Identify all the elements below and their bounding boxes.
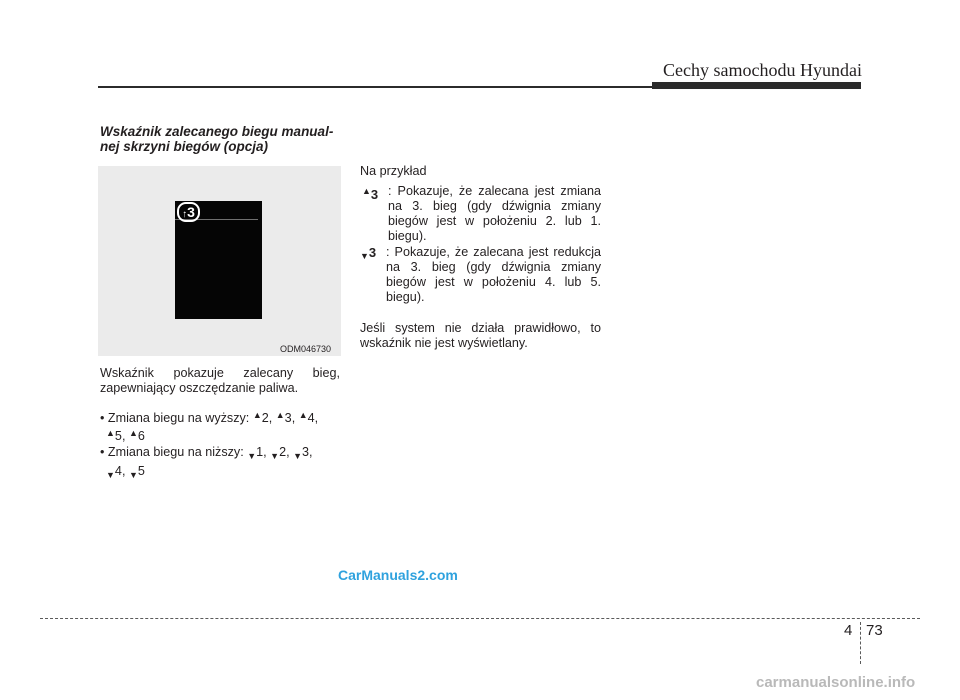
downshift-gear: 2 (279, 445, 287, 459)
arrow-up-icon: ▲ (252, 410, 262, 420)
upshift-gear: 6 (137, 429, 145, 443)
upshift-gear: 3 (284, 411, 292, 425)
downshift-gear: 1 (256, 445, 264, 459)
up-shift-symbol-icon: ▲3 (362, 186, 379, 202)
footer-divider (860, 622, 861, 664)
header-rule-accent (652, 82, 861, 89)
downshift-gear: 5 (137, 464, 145, 478)
intro-paragraph: Wskaźnik pokazuje zalecany bieg, zapewniający oszczędzanie paliwa. (100, 366, 340, 395)
arrow-up-icon: ▲ (298, 410, 308, 420)
note-paragraph: Jeśli system nie działa prawidłowo, to wskaźnik nie jest wyświetlany. (360, 321, 601, 350)
down-shift-symbol-icon: $_▼$3 (360, 245, 377, 261)
header-rule (98, 86, 658, 88)
arrow-down-icon: ▼ (293, 451, 303, 461)
upshift-list: • Zmiana biegu na wyższy: ▲2, ▲3, ▲4, ▲5, ▲6 (100, 410, 319, 443)
arrow-down-icon: ▼ (270, 451, 280, 461)
header-title: Cechy samochodu Hyundai (663, 60, 862, 80)
down-example-text: : Pokazuje, że zalecana jest redukcja na 3. bieg (gdy dźwignia zmiany biegów jest w położeniu 4. lub 5. biegu). (386, 245, 601, 304)
upshift-gear: 2 (261, 411, 269, 425)
gear-indicator-icon: ↑3 (177, 202, 200, 222)
upshift-label: • Zmiana biegu na wyższy: (100, 411, 250, 425)
arrow-down-icon: ▼ (128, 470, 138, 480)
watermark-bottom[interactable]: carmanualsonline.info (756, 674, 916, 691)
up-example-text: : Pokazuje, że zalecana jest zmiana na 3. bieg (gdy dźwignia zmiany biegów jest w położeniu 2. lub 1. biegu). (388, 184, 601, 243)
section-title: Wskaźnik zalecanego biegu manual-nej skrzyni biegów (opcja) (100, 124, 334, 154)
arrow-up-icon: ▲ (275, 410, 285, 420)
arrow-down-icon: ▼ (247, 451, 257, 461)
page-number: 73 (866, 622, 883, 639)
watermark-top[interactable]: CarManuals2.com (338, 567, 458, 583)
footer-rule (40, 618, 920, 619)
figure-code: ODM046730 (280, 344, 332, 354)
downshift-label: • Zmiana biegu na niższy: (100, 445, 244, 459)
gear-indicator-number: 3 (187, 204, 195, 220)
upshift-gear: 4 (307, 411, 315, 425)
arrow-down-icon: ▼ (106, 470, 115, 480)
example-heading: Na przykład (360, 164, 427, 178)
section-number: 4 (844, 622, 853, 639)
upshift-gear: 5 (114, 429, 122, 443)
downshift-list: • Zmiana biegu na niższy: $_▼$1, $_▼$2, $_▼$3, $_▼$4, $_▼$5 (100, 445, 313, 480)
arrow-up-icon: ▲ (128, 428, 138, 438)
downshift-gear: 4 (114, 464, 122, 478)
downshift-gear: 3 (302, 445, 310, 459)
arrow-up-icon: ▲ (106, 428, 115, 438)
